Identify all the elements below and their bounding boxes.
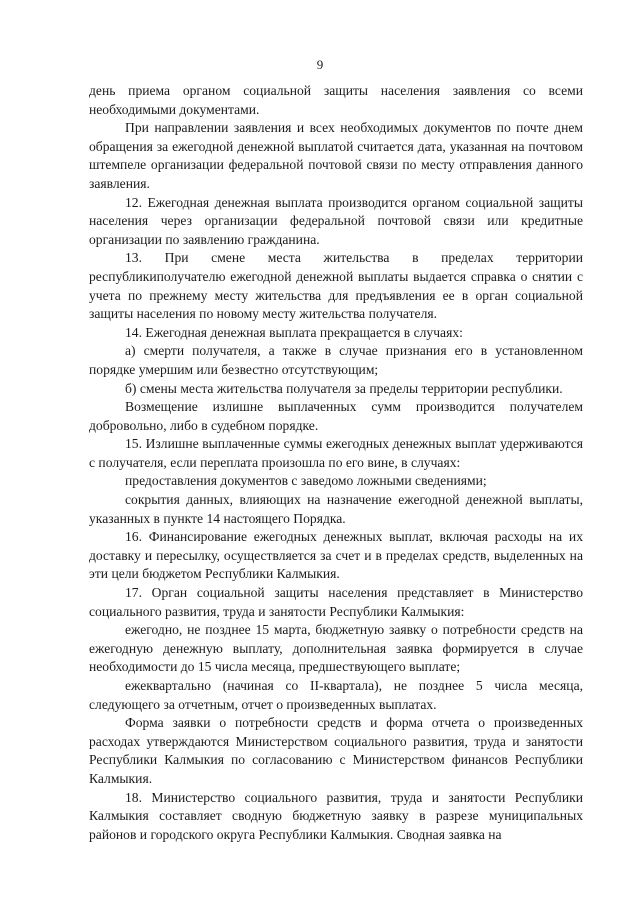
paragraph-clause-14: 14. Ежегодная денежная выплата прекращается в случаях: xyxy=(125,324,463,340)
paragraph-clause-17: 17. Орган социальной защиты населения представляет в Министерство социального развития, труда и занятости Республики Калмыкия: xyxy=(89,585,583,619)
paragraph-clause-17-annual: ежегодно, не позднее 15 марта, бюджетную заявку о потребности средств на ежегодную денежную выплату, дополнительная заявка формируется в случае необходимости до 15 числа месяца, предшествующего выплате; xyxy=(89,622,583,675)
paragraph-clause-14-b: б) смены места жительства получателя за пределы территории республики. xyxy=(125,380,563,396)
paragraph-forms: Форма заявки о потребности средств и форма отчета о произведенных расходах утверждаются Министерством социального развития, труда и занятости Республики Калмыкия по согласованию с Министерством финансов Республики Калмыкия. xyxy=(89,715,583,786)
page-number: 9 xyxy=(316,57,324,72)
paragraph-clause-14-a: а) смерти получателя, а также в случае признания его в установленном порядке умершим или безвестно отсутствующим; xyxy=(89,343,583,377)
paragraph-clause-15-item-1: предоставления документов с заведомо ложными сведениями; xyxy=(125,473,487,489)
paragraph-clause-12: 12. Ежегодная денежная выплата производится органом социальной защиты населения через организации федеральной почтовой связи или кредитные организации по заявлению гражданина. xyxy=(89,194,583,247)
paragraph-clause-18: 18. Министерство социального развития, труда и занятости Республики Калмыкия составляет сводную бюджетную заявку в разрезе муниципальных районов и городского округа Республики Калмыкия. Сводная заявка на xyxy=(89,789,583,842)
paragraph-clause-17-quarterly: ежеквартально (начиная со II-квартала), не позднее 5 числа месяца, следующего за отчетным, отчет о произведенных выплатах. xyxy=(89,678,583,712)
paragraph-clause-16: 16. Финансирование ежегодных денежных выплат, включая расходы на их доставку и пересылку, осуществляется за счет и в пределах средств, выделенных на эти цели бюджетом Республики Калмыкия. xyxy=(89,529,583,582)
paragraph-continuation: день приема органом социальной защиты населения заявления со всеми необходимыми документами. xyxy=(89,83,583,117)
paragraph-refund: Возмещение излишне выплаченных сумм производится получателем добровольно, либо в судебном порядке. xyxy=(89,399,583,433)
paragraph-mail-submission: При направлении заявления и всех необходимых документов по почте днем обращения за ежегодной денежной выплатой считается дата, указанная на почтовом штемпеле организации федеральной почтовой связи по месту отправления данного заявления. xyxy=(89,120,583,191)
paragraph-clause-15-item-2: сокрытия данных, влияющих на назначение ежегодной денежной выплаты, указанных в пункте 14 настоящего Порядка. xyxy=(89,492,583,526)
paragraph-clause-15: 15. Излишне выплаченные суммы ежегодных денежных выплат удерживаются с получателя, если переплата произошла по его вине, в случаях: xyxy=(89,436,583,470)
paragraph-clause-13: 13. При смене места жительства в пределах территории республикиполучателю ежегодной денежной выплаты выдается справка о снятии с учета по прежнему месту жительства для предъявления ее в орган социальной защиты населения по новому месту жительства получателя. xyxy=(89,250,583,322)
document-body xyxy=(89,82,583,844)
